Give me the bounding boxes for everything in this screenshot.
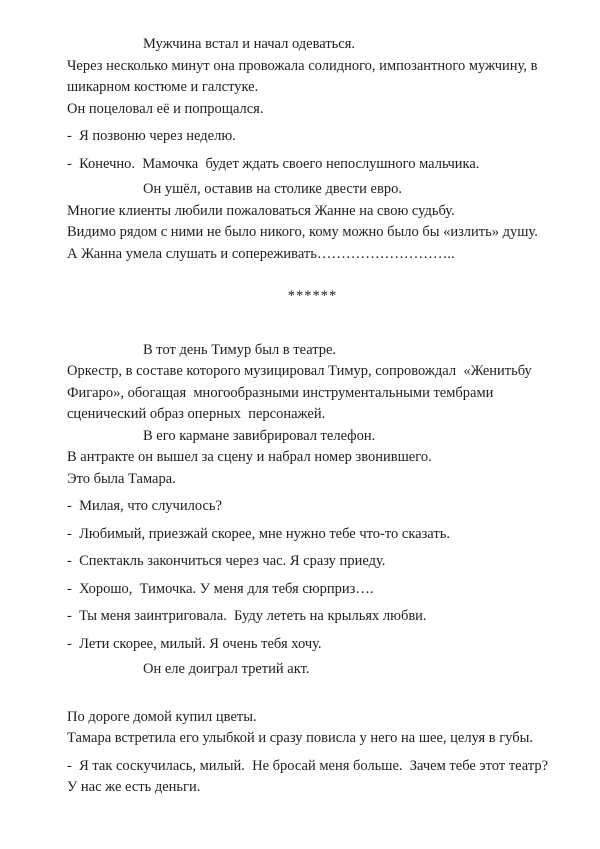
text-line: Видимо рядом с ними не было никого, кому можно было бы «излить» душу. [67,224,538,240]
text-line: Он поцеловал её и попрощался. [67,100,264,117]
text-line: А Жанна умела слушать и сопереживать……………………….. [67,245,455,262]
text-line: - Лети скорее, милый. Я очень тебя хочу. [67,635,322,652]
text-line: У нас же есть деньги. [67,779,201,795]
paragraph [67,179,558,201]
text-line: - Я так соскучилась, милый. Не бросай меня больше. Зачем тебе этот театр? [67,757,549,774]
text-line: - Милая, что случилось? [67,498,222,514]
paragraph [67,447,558,490]
separator-asterisks: ****** [287,288,338,304]
text-line: Он еле доиграл третий акт. [143,661,310,677]
dialogue-paragraph [67,126,558,148]
paragraph [67,426,558,448]
text-line: Он ушёл, оставив на столике двести евро. [143,181,402,197]
text-line: В антракте он вышел за сцену и набрал номер звонившего. [67,449,432,465]
text-line: шикарном костюме и галстуке. [67,79,259,95]
text-line: В тот день Тимур был в театре. [143,341,337,358]
dialogue-paragraph [67,551,558,573]
section-separator [67,286,558,308]
dialogue-paragraph [67,606,558,628]
text-line: - Ты меня заинтриговала. Буду лететь на крыльях любви. [67,608,427,624]
dialogue-paragraph [67,496,558,518]
text-line: В его кармане завибрировал телефон. [143,427,376,444]
text-line: Через несколько минут она провожала солидного, импозантного мужчину, в [67,57,538,74]
dialogue-paragraph [67,634,558,656]
text-line: сценический образ оперных персонажей. [67,406,326,422]
text-line: Фигаро», обогащая многообразными инструментальными тембрами [67,384,494,401]
paragraph [67,340,558,362]
text-line: - Я позвоню через неделю. [67,128,236,144]
paragraph [67,34,558,56]
paragraph [67,361,558,426]
text-line: - Спектакль закончиться через час. Я сразу приеду. [67,553,386,569]
text-line: По дороге домой купил цветы. [67,708,257,725]
paragraph [67,659,558,681]
text-line: Оркестр, в составе которого музицировал Тимур, сопровождал «Женитьбу [67,363,532,379]
dialogue-paragraph [67,154,558,176]
paragraph [67,99,558,121]
text-line: Это была Тамара. [67,470,176,487]
dialogue-paragraph [67,524,558,546]
dialogue-paragraph [67,756,558,799]
text-line: Тамара встретила его улыбкой и сразу повисла у него на шее, целуя в губы. [67,730,533,746]
paragraph [67,707,558,750]
text-line: - Хорошо, Тимочка. У меня для тебя сюрприз…. [67,580,374,597]
paragraph [67,56,558,99]
document-body [67,34,558,799]
text-line: Многие клиенты любили пожаловаться Жанне на свою судьбу. [67,202,455,219]
text-line: - Конечно. Мамочка будет ждать своего непослушного мальчика. [67,155,480,172]
dialogue-paragraph [67,579,558,601]
paragraph [67,201,558,266]
text-line: Мужчина встал и начал одеваться. [143,36,356,52]
text-line: - Любимый, приезжай скорее, мне нужно тебе что-то сказать. [67,525,450,542]
